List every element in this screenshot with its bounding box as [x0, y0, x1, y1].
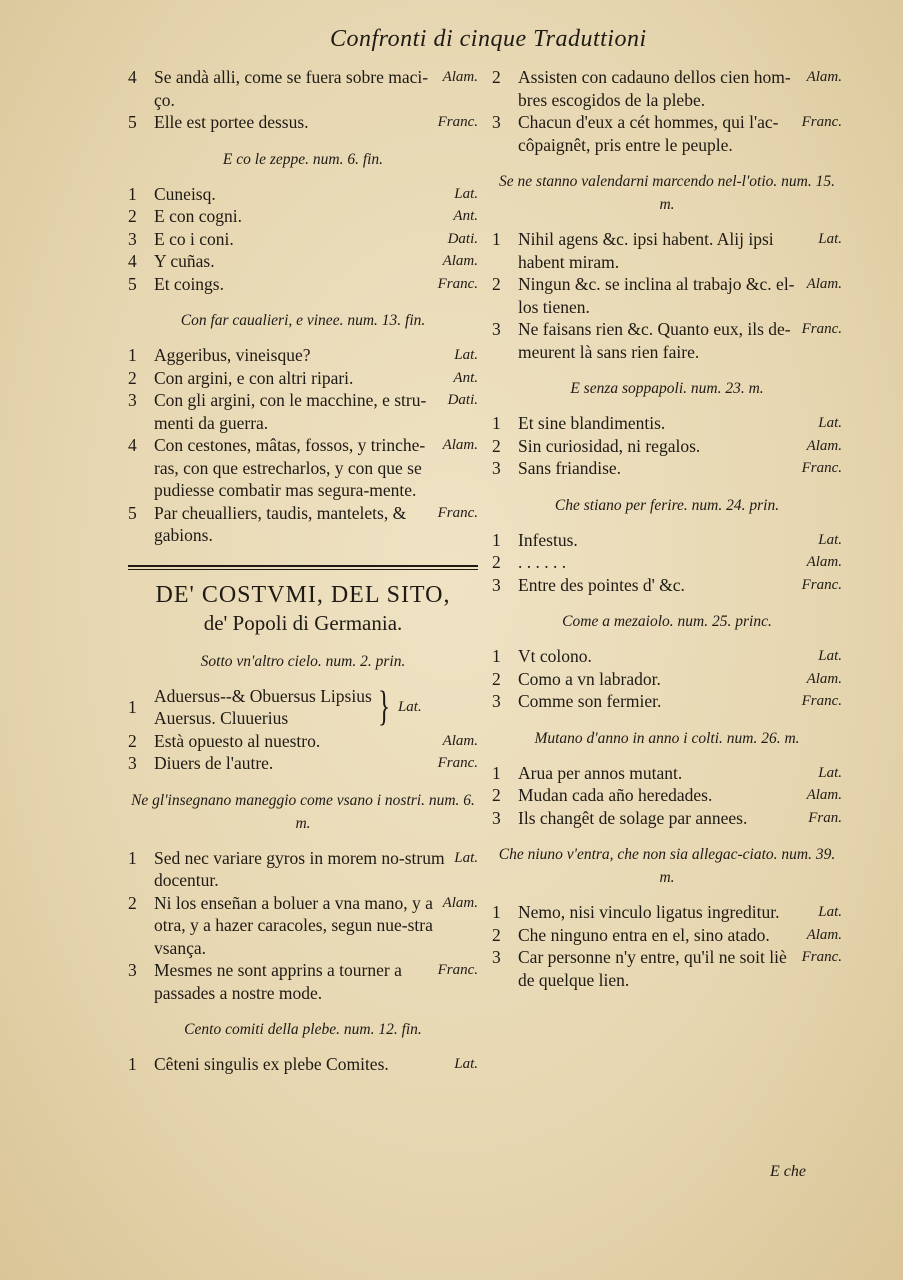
entry-source: Dati.: [447, 392, 478, 408]
entry-text-block: [154, 367, 478, 390]
entry-source: Ant.: [453, 208, 478, 224]
entry: [128, 847, 478, 892]
entry-text-block: [518, 645, 842, 668]
entry-text-block: [154, 730, 478, 753]
entry-group: [128, 66, 478, 134]
entry-source: Franc.: [437, 962, 478, 978]
entry-text-block: [518, 762, 842, 785]
entry-text-block: [518, 228, 842, 273]
entry-text-block: [154, 752, 478, 775]
entry-number: 1: [492, 529, 501, 550]
catchword: E che: [770, 1163, 806, 1180]
group-heading: Che niuno v'entra, che non sia allegac-ciato. num. 39. m.: [498, 846, 836, 886]
entry-source: Ant.: [453, 369, 478, 386]
entry-text-block: [154, 344, 478, 367]
group-heading: Se ne stanno valendarni marcendo nel-l'otio. num. 15. m.: [499, 173, 835, 213]
entry-text: Ne faisans rien &c. Quanto eux, ils de-meurent là sans rien faire.: [518, 319, 791, 362]
entry-text: Cêteni singulis ex plebe Comites.: [154, 1054, 389, 1074]
entry-number: 3: [492, 112, 501, 132]
entry-text: Chacun d'eux a cét hommes, qui l'ac-côpaignêt, pris entre le peuple.: [518, 112, 779, 155]
entry-text: Comme son fermier.: [518, 691, 662, 711]
entry-text: Con gli argini, con le macchine, e stru-menti da guerra.: [154, 390, 427, 433]
entry-source: Franc.: [801, 693, 842, 709]
section-title: DE' COSTVMI, DEL SITO,: [155, 581, 451, 608]
entry-group: [128, 344, 478, 547]
entry: [492, 228, 842, 273]
entry-group: [128, 1053, 478, 1076]
entry: [128, 434, 478, 502]
entry: [492, 66, 842, 111]
entry-text-block: [518, 924, 842, 947]
entry-text: Infestus.: [518, 529, 578, 550]
entry-number: 5: [128, 112, 137, 132]
entry-text-block: [154, 228, 478, 251]
entry-number: 1: [492, 762, 501, 783]
entry-source: Lat.: [454, 849, 478, 866]
entry-number: 4: [128, 67, 137, 87]
section-subtitle: de' Popoli di Germania.: [203, 610, 403, 635]
entry-number: 3: [128, 753, 137, 773]
entry: [492, 111, 842, 156]
entry-number: 3: [492, 319, 501, 339]
entry-text: Sans friandise.: [518, 458, 622, 478]
entry: [492, 784, 842, 807]
entry-text-block: [154, 892, 478, 960]
group-heading: Sotto vn'altro cielo. num. 2. prin.: [200, 652, 406, 670]
entry-source: Lat.: [818, 415, 842, 431]
entry-group: [492, 228, 842, 363]
entry: [128, 1053, 478, 1076]
entry-text-block: [518, 946, 842, 991]
entry-text: Nihil agens &c. ipsi habent. Alij ipsi habent miram.: [518, 229, 774, 272]
entry-source: Franc.: [801, 460, 842, 476]
entry-number: 1: [492, 902, 501, 922]
entry-text-block: [154, 502, 478, 547]
entry-source: Alam.: [806, 787, 842, 803]
entry-number: 3: [492, 947, 501, 967]
entry-text: Et sine blandimentis.: [518, 413, 666, 433]
entry-text-block: [154, 847, 478, 892]
entry-number: 2: [492, 552, 501, 572]
entry: [492, 901, 842, 924]
entry-number: 2: [128, 892, 137, 913]
group-heading: Ne gl'insegnano maneggio come vsano i nostri. num. 6. m.: [131, 791, 475, 832]
entry-text: Con cestones, mâtas, fossos, y trinche-ras, con que estrecharlos, y con que se pudiesse combatir mas segura-mente.: [154, 435, 426, 500]
entry-text-block: [518, 318, 842, 363]
entry-source: Lat.: [454, 1056, 478, 1072]
entry-group: [128, 730, 478, 775]
entry: [128, 752, 478, 775]
entry-source: Alam.: [442, 894, 478, 911]
entry-number: 1: [128, 183, 137, 204]
entry: [492, 946, 842, 991]
entry-number: 3: [492, 807, 501, 828]
brace-symbol: }: [377, 684, 390, 730]
entry: [128, 250, 478, 273]
entry-text: Entre des pointes d' &c.: [518, 574, 685, 595]
entry-source: Alam.: [442, 437, 478, 453]
entry-text: Sed nec variare gyros in morem no-strum docentur.: [154, 847, 445, 890]
entry-number: 1: [492, 646, 501, 666]
brace-line: Auersus. Cluuerius: [154, 708, 289, 728]
entry-text: E co i coni.: [154, 228, 234, 249]
entry-text-block: [518, 784, 842, 807]
entry-text-block: [154, 434, 478, 502]
entry: [128, 389, 478, 434]
entry-text: Ni los enseñan a boluer a vna mano, y a otra, y a hazer caracoles, segun nue-stra vsança.: [154, 892, 433, 958]
group-heading: Con far caualieri, e vinee. num. 13. fin.: [180, 312, 426, 329]
entry: [128, 183, 478, 206]
entry-group: [492, 529, 842, 597]
entry-group: [492, 66, 842, 156]
entry-text: Car personne n'y entre, qu'il ne soit liè de quelque lien.: [518, 947, 787, 990]
entry-text-block: [518, 551, 842, 574]
entry: [492, 412, 842, 435]
entry-source: Franc.: [801, 949, 842, 965]
entry-number: 3: [128, 390, 137, 410]
entry-number: 2: [492, 924, 501, 945]
entry-number: 2: [492, 785, 501, 805]
entry: [128, 344, 478, 367]
entry: [492, 574, 842, 597]
entry-source: Franc.: [437, 504, 478, 521]
entry-number: 1: [128, 1054, 137, 1074]
entry-source: Franc.: [437, 275, 478, 292]
entry: [492, 668, 842, 691]
entry-text: Aggeribus, vineisque?: [154, 345, 311, 365]
entry: [492, 457, 842, 480]
entry-number: 1: [128, 345, 137, 365]
entry-text: Vt colono.: [518, 646, 592, 666]
entry-source: Alam.: [442, 732, 478, 749]
entry-source: Lat.: [454, 347, 478, 363]
group-heading: Cento comiti della plebe. num. 12. fin.: [184, 1021, 422, 1038]
entry-text-block: [518, 574, 842, 597]
entry-number: 2: [492, 67, 501, 87]
entry-source: Lat.: [818, 764, 842, 781]
section-rule: [128, 565, 478, 570]
entry-source: Alam.: [806, 926, 842, 943]
entry: [128, 228, 478, 251]
entry-text: . . . . . .: [518, 552, 567, 572]
entry: [492, 551, 842, 574]
entry-group: [128, 183, 478, 296]
entry-number: 4: [128, 251, 137, 271]
entry: [128, 730, 478, 753]
entry-number: 2: [492, 668, 501, 689]
entry-number: 5: [128, 502, 137, 523]
left-column: [128, 66, 478, 1076]
entry-number: 3: [492, 458, 501, 478]
entry-group: [492, 762, 842, 830]
entry-number: 3: [492, 574, 501, 595]
entry-group: [492, 645, 842, 713]
entry-text-block: [518, 529, 842, 552]
entry-source: Alam.: [442, 253, 478, 269]
entry-number: 2: [128, 730, 137, 751]
entry: [128, 273, 478, 296]
brace-line: Aduersus--& Obuersus Lipsius: [154, 685, 372, 706]
entry-source: Lat.: [818, 531, 842, 548]
brace-entry: [128, 685, 478, 730]
entry-text-block: [518, 690, 842, 713]
entry-number: 2: [128, 367, 137, 388]
entry-text: Sin curiosidad, ni regalos.: [518, 435, 701, 456]
entry-source: Lat.: [818, 904, 842, 920]
entry: [128, 892, 478, 960]
entry-number: 5: [128, 273, 137, 294]
entry-text: Elle est portee dessus.: [154, 112, 309, 132]
entry-number: 2: [492, 274, 501, 294]
entry-group: [128, 847, 478, 1005]
entry-text-block: [518, 273, 842, 318]
group-heading: E senza soppapoli. num. 23. m.: [570, 380, 764, 397]
entry: [492, 318, 842, 363]
entry-source: Franc.: [801, 321, 842, 337]
entry-source: Franc.: [437, 755, 478, 771]
entry-text-block: [154, 389, 478, 434]
entry-text-block: [154, 250, 478, 273]
entry-source: Lat.: [818, 648, 842, 664]
entry-text-block: [154, 205, 478, 228]
entry-source: Lat.: [454, 185, 478, 202]
entry: [128, 111, 478, 134]
entry-text: Ils changêt de solage par annees.: [518, 807, 748, 828]
entry-text-block: [518, 457, 842, 480]
entry-text: Diuers de l'autre.: [154, 753, 274, 773]
entry-text-block: [518, 412, 842, 435]
entry-number: 2: [128, 206, 137, 226]
entry-text: Como a vn labrador.: [518, 668, 661, 689]
entry: [492, 924, 842, 947]
entry-text-block: [154, 66, 478, 111]
entry-text-block: [518, 111, 842, 156]
entry-number: 4: [128, 435, 137, 455]
running-header: Confronti di cinque Traduttioni: [330, 26, 647, 52]
entry-source: Dati.: [447, 230, 478, 247]
entry-text: Se andà alli, come se fuera sobre maci-ço.: [154, 67, 429, 110]
entry-source: Fran.: [808, 809, 842, 826]
entry-source: Franc.: [437, 114, 478, 130]
entry-text: Et coings.: [154, 273, 224, 294]
entry-source: Alam.: [806, 69, 842, 85]
entry-number: 3: [492, 691, 501, 711]
entry-text-block: [518, 66, 842, 111]
entry-text-block: [154, 959, 478, 1004]
entry-group: [492, 412, 842, 480]
entry-source: Alam.: [806, 437, 842, 454]
entry-text: Che ninguno entra en el, sino atado.: [518, 924, 770, 945]
entry-text: Està opuesto al nuestro.: [154, 730, 321, 751]
entry: [492, 762, 842, 785]
entry-source: Franc.: [801, 114, 842, 130]
entry-source: Lat.: [397, 698, 422, 715]
entry-number: 1: [128, 847, 137, 868]
entry-text: Arua per annos mutant.: [518, 762, 683, 783]
entry-number: 3: [128, 228, 137, 249]
entry-text-block: [518, 435, 842, 458]
entry-group: [492, 901, 842, 991]
group-heading: Mutano d'anno in anno i colti. num. 26. m.: [534, 729, 800, 747]
entry-source: Franc.: [801, 576, 842, 593]
entry: [128, 502, 478, 547]
entry-number: 1: [128, 696, 137, 717]
entry-text: Par cheualliers, taudis, mantelets, & gabions.: [154, 502, 407, 545]
entry: [128, 367, 478, 390]
entry-text-block: [518, 901, 842, 924]
entry-source: Alam.: [806, 554, 842, 570]
entry-text-block: [518, 668, 842, 691]
entry-text-block: [154, 111, 478, 134]
entry: [492, 690, 842, 713]
entry-text-block: [154, 1053, 478, 1076]
entry: [492, 645, 842, 668]
entry-text: Cuneisq.: [154, 183, 216, 204]
entry-text-block: [154, 183, 478, 206]
entry-text-block: [518, 807, 842, 830]
entry-number: 1: [492, 229, 501, 249]
entry: [492, 273, 842, 318]
entry-source: Alam.: [806, 670, 842, 687]
entry-text: Ningun &c. se inclina al trabajo &c. el-los tienen.: [518, 274, 795, 317]
entry-source: Lat.: [818, 231, 842, 247]
group-heading: Che stiano per ferire. num. 24. prin.: [554, 496, 780, 514]
entry-text: E con cogni.: [154, 206, 242, 226]
entry-text: Nemo, nisi vinculo ligatus ingreditur.: [518, 902, 780, 922]
entry: [128, 205, 478, 228]
entry-number: 3: [128, 960, 137, 980]
entry-text: Assisten con cadauno dellos cien hom-bres escogidos de la plebe.: [518, 67, 791, 110]
group-heading: E co le zeppe. num. 6. fin.: [222, 150, 384, 168]
entry: [492, 435, 842, 458]
right-column: [492, 66, 842, 991]
entry-source: Alam.: [806, 276, 842, 292]
entry: [128, 959, 478, 1004]
entry-text: Mudan cada año heredades.: [518, 785, 713, 805]
group-heading: Come a mezaiolo. num. 25. princ.: [562, 613, 772, 630]
entry-text: Mesmes ne sont apprins a tourner a passades a nostre mode.: [154, 960, 402, 1003]
entry-number: 1: [492, 413, 501, 433]
entry-text: Y cuñas.: [154, 251, 215, 271]
entry-text: Con argini, e con altri ripari.: [154, 367, 354, 388]
entry-number: 2: [492, 435, 501, 456]
brace-lines: [154, 685, 372, 730]
entry-source: Alam.: [442, 69, 478, 85]
entry: [128, 66, 478, 111]
entry: [492, 529, 842, 552]
entry-text-block: [154, 273, 478, 296]
entry: [492, 807, 842, 830]
